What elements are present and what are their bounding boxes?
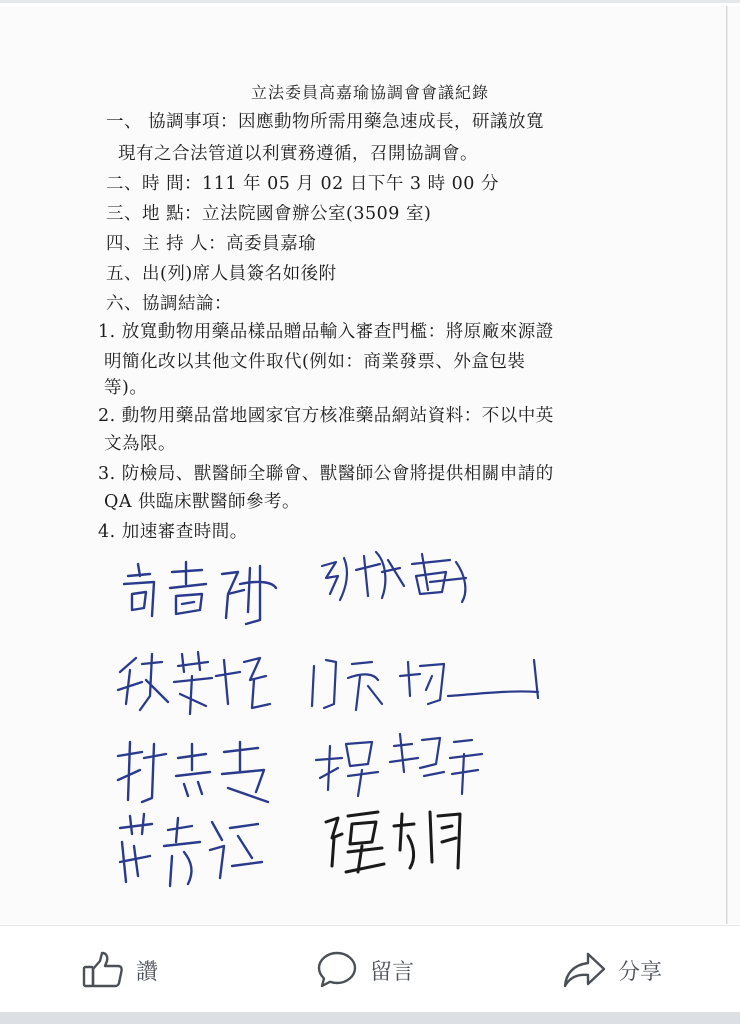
doc-line-8: 1. 放寬動物用藥品樣品贈品輸入審查門檻：將原廠來源證: [98, 322, 554, 342]
doc-line-1: 一、 協調事項：因應動物所需用藥急速成長，研議放寬: [106, 112, 545, 132]
document-title: 立法委員高嘉瑜協調會會議紀錄: [250, 83, 489, 102]
share-label: 分享: [618, 959, 663, 985]
doc-line-14: QA 供臨床獸醫師參考。: [104, 492, 301, 512]
signature-4: [308, 646, 548, 726]
doc-line-5: 四、主 持 人：高委員嘉瑜: [106, 234, 317, 254]
like-label: 讚: [136, 959, 159, 985]
thumbs-up-icon: [82, 950, 124, 990]
share-button[interactable]: [562, 948, 662, 992]
document-photo: [0, 6, 740, 924]
doc-line-13: 3. 防檢局、獸醫師全聯會、獸醫師公會將提供相關申請的: [98, 464, 554, 484]
doc-line-11: 2. 動物用藥品當地國家官方核准藥品網站資料：不以中英: [98, 406, 554, 426]
signature-3: [112, 646, 282, 726]
signature-2: [316, 542, 506, 612]
post-action-bar: [0, 926, 740, 1010]
bottom-edge: [0, 1012, 740, 1024]
doc-line-6: 五、出(列)席人員簽名如後附: [106, 264, 337, 284]
doc-line-9: 明簡化改以其他文件取代(例如：商業發票、外盒包裝: [104, 352, 526, 372]
doc-line-7: 六、協調結論：: [106, 294, 232, 314]
doc-line-15: 4. 加速審查時間。: [98, 522, 248, 542]
doc-line-12: 文為限。: [104, 434, 176, 454]
signature-5: [108, 732, 288, 812]
comment-icon: [316, 950, 358, 990]
like-button[interactable]: [82, 948, 158, 992]
signature-6: [312, 724, 492, 804]
comment-label: 留言: [370, 959, 415, 985]
doc-line-3: 二、時 間：111 年 05 月 02 日下午 3 時 00 分: [106, 174, 499, 194]
signature-8: [318, 802, 468, 882]
signature-1: [110, 554, 290, 634]
top-border: [0, 0, 740, 3]
share-arrow-icon: [562, 950, 606, 990]
doc-line-10: 等)。: [104, 378, 148, 398]
comment-button[interactable]: [316, 948, 414, 992]
doc-line-2: 現有之合法管道以利實務遵循，召開協調會。: [118, 144, 478, 164]
doc-line-4: 三、地 點：立法院國會辦公室(3509 室): [106, 204, 432, 224]
paper-edge: [726, 6, 728, 924]
signature-7: [112, 806, 272, 896]
